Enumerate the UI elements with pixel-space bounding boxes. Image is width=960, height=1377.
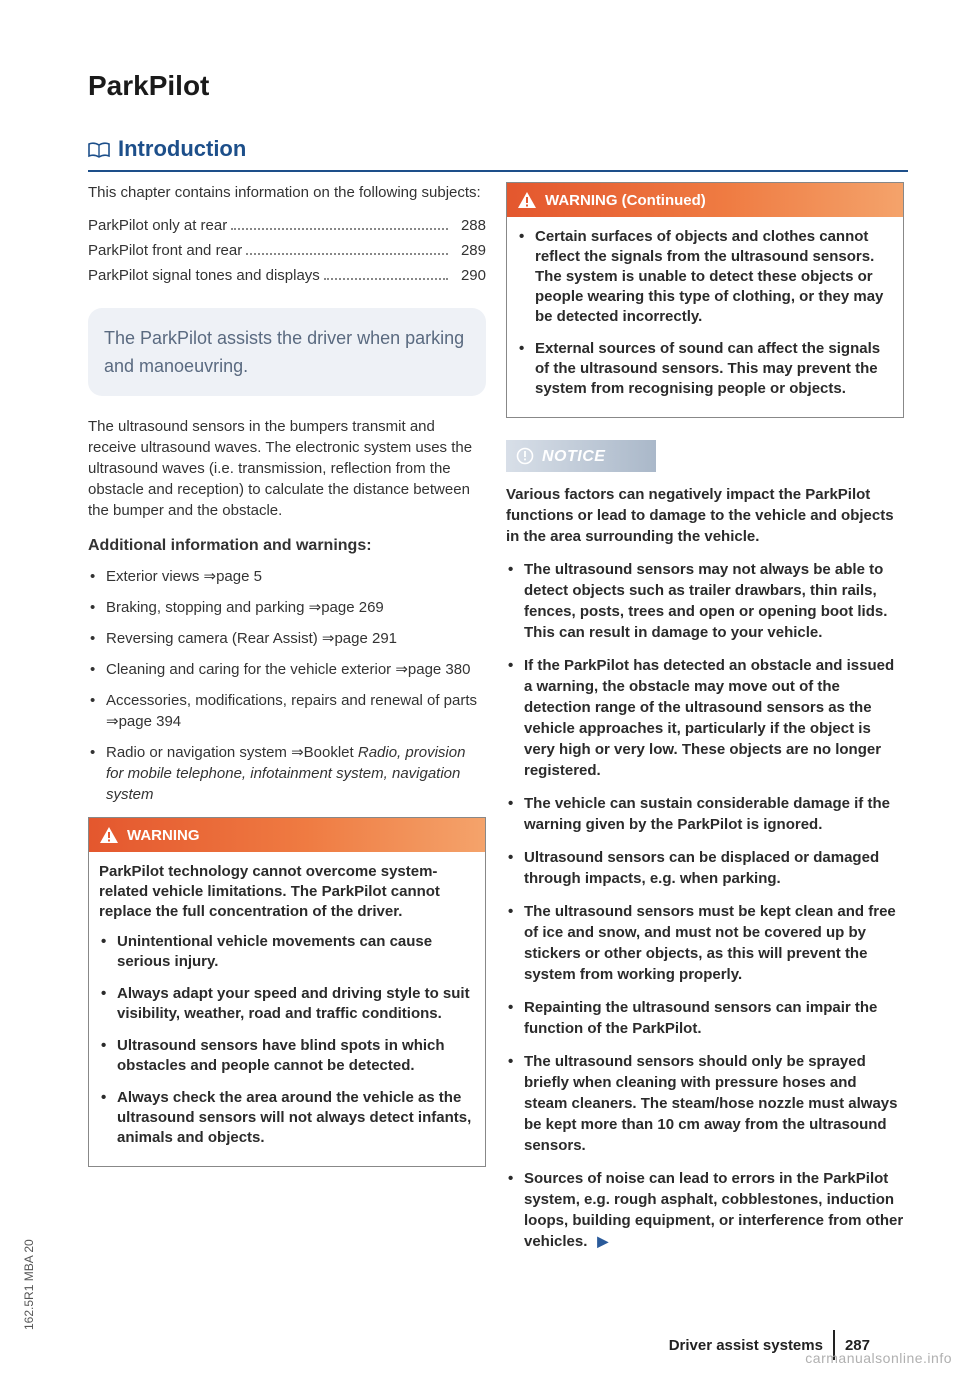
list-item[interactable]: • Cleaning and caring for the vehicle exterior ⇒page 380 (88, 659, 486, 680)
footer-section: Driver assist systems (668, 1336, 823, 1354)
warning-header (89, 818, 485, 852)
watermark: carmanualsonline.info (805, 1350, 952, 1366)
notice-header (506, 440, 656, 472)
left-column (88, 182, 486, 1167)
list-item[interactable]: • Exterior views ⇒page 5 (88, 566, 486, 587)
toc-item[interactable] (88, 240, 486, 261)
notice-item: • The vehicle can sustain considerable damage if the warning given by the ParkPilot is ignored. (506, 793, 904, 835)
additional-info-heading: Additional information and warnings: (88, 537, 372, 554)
warning-continued-title: WARNING (Continued) (545, 191, 706, 209)
warning-continued-header (507, 183, 903, 217)
warning-continued-box (506, 182, 904, 418)
list-item[interactable]: • Reversing camera (Rear Assist) ⇒page 291 (88, 628, 486, 649)
book-icon (88, 142, 110, 158)
toc-page: 290 (460, 267, 486, 284)
list-item[interactable]: • Braking, stopping and parking ⇒page 269 (88, 597, 486, 618)
chapter-title: ParkPilot (88, 70, 210, 101)
warning-item: • Ultrasound sensors have blind spots in which obstacles and people cannot be detected. (99, 1036, 475, 1076)
warning-item: • Always adapt your speed and driving style to suit visibility, weather, road and traffic conditions. (99, 984, 475, 1024)
notice-item: • If the ParkPilot has detected an obstacle and issued a warning, the obstacle may move out of the detection range of the ultrasound sensors as the vehicle approaches it, particularly if the object is very high or very low. These objects are no longer registered. (506, 655, 904, 781)
toc-label: ParkPilot only at rear (88, 217, 228, 234)
list-item[interactable] (88, 742, 486, 805)
section-title: Introduction (118, 136, 247, 161)
warning-triangle-icon (99, 826, 119, 844)
right-column (506, 182, 904, 1264)
toc-page: 289 (460, 242, 486, 259)
notice-item: • Repainting the ultrasound sensors can impair the function of the ParkPilot. (506, 997, 904, 1039)
warning-intro: ParkPilot technology cannot overcome system-related vehicle limitations. The ParkPilot cannot replace the full concentration of the driver. (99, 863, 440, 920)
toc-label: ParkPilot front and rear (88, 242, 243, 259)
warning-body (89, 852, 485, 1166)
warning-continued-body (507, 217, 903, 417)
notice-intro: Various factors can negatively impact the ParkPilot functions or lead to damage to the vehicle and objects in the area surrounding the vehicle. (506, 486, 894, 545)
notice-item: • The ultrasound sensors must be kept clean and free of ice and snow, and must not be covered up by stickers or other objects, as this will prevent the system from working properly. (506, 901, 904, 985)
warning-item: • Always check the area around the vehicle as the ultrasound sensors will not always detect infants, animals and objects. (99, 1088, 475, 1148)
highlight-box: The ParkPilot assists the driver when parking and manoeuvring. (88, 308, 486, 396)
warning-item: • Unintentional vehicle movements can cause serious injury. (99, 932, 475, 972)
warning-item: • Certain surfaces of objects and clothes cannot reflect the signals from the ultrasound sensors. The system is unable to detect these objects or people wearing this type of clothing, or they may be detected incorrectly. (517, 227, 893, 327)
notice-item: • Ultrasound sensors can be displaced or damaged through impacts, e.g. when parking. (506, 847, 904, 889)
warning-triangle-icon (517, 191, 537, 209)
toc-list (88, 215, 486, 286)
section-header (88, 136, 908, 172)
intro-text: This chapter contains information on the following subjects: (88, 184, 481, 201)
toc-leader (324, 278, 448, 280)
toc-page: 288 (460, 217, 486, 234)
warning-title: WARNING (127, 826, 200, 844)
list-item-text: Radio or navigation system ⇒Booklet (106, 744, 358, 761)
booklet-title: Radio, provision for mobile telephone, infotainment system, navigation system (106, 744, 466, 803)
notice-item-text: Sources of noise can lead to errors in the ParkPilot system, e.g. rough asphalt, cobblestones, induction loops, building equipment, or interference from other vehicles. (524, 1170, 904, 1250)
notice-item: • The ultrasound sensors may not always be able to detect objects such as trailer drawbars, thin rails, fences, posts, trees and open or opening boot lids. This can result in damage to your vehicle. (506, 559, 904, 643)
notice-title: NOTICE (542, 447, 606, 465)
toc-label: ParkPilot signal tones and displays (88, 267, 320, 284)
body-paragraph: The ultrasound sensors in the bumpers transmit and receive ultrasound waves. The electronic system uses the ultrasound waves (i.e. transmission, reflection from the obstacle and reception) to calculate the distance between the bumper and the obstacle. (88, 418, 473, 519)
list-item[interactable]: • Accessories, modifications, repairs and renewal of parts ⇒page 394 (88, 690, 486, 732)
toc-item[interactable] (88, 215, 486, 236)
notice-list (506, 559, 904, 1252)
toc-leader (231, 228, 448, 230)
warning-item: • External sources of sound can affect the signals of the ultrasound sensors. This may prevent the system from recognising people or objects. (517, 339, 893, 399)
warning-box (88, 817, 486, 1167)
notice-item: • The ultrasound sensors should only be sprayed briefly when cleaning with pressure hoses and steam cleaners. The steam/hose nozzle must always be kept more than 10 cm away from the ultrasound sensors. (506, 1051, 904, 1156)
toc-leader (246, 253, 448, 255)
notice-body (506, 484, 904, 1252)
page-number: 287 (844, 1336, 870, 1354)
continue-arrow-icon[interactable]: ▶ (597, 1233, 609, 1249)
notice-item (506, 1168, 904, 1252)
warning-continued-list (517, 227, 893, 399)
notice-info-icon (516, 447, 534, 465)
additional-info-list (88, 566, 486, 805)
toc-item[interactable] (88, 265, 486, 286)
warning-list (99, 932, 475, 1148)
side-code: 162.5R1 MBA 20 (22, 1239, 36, 1330)
